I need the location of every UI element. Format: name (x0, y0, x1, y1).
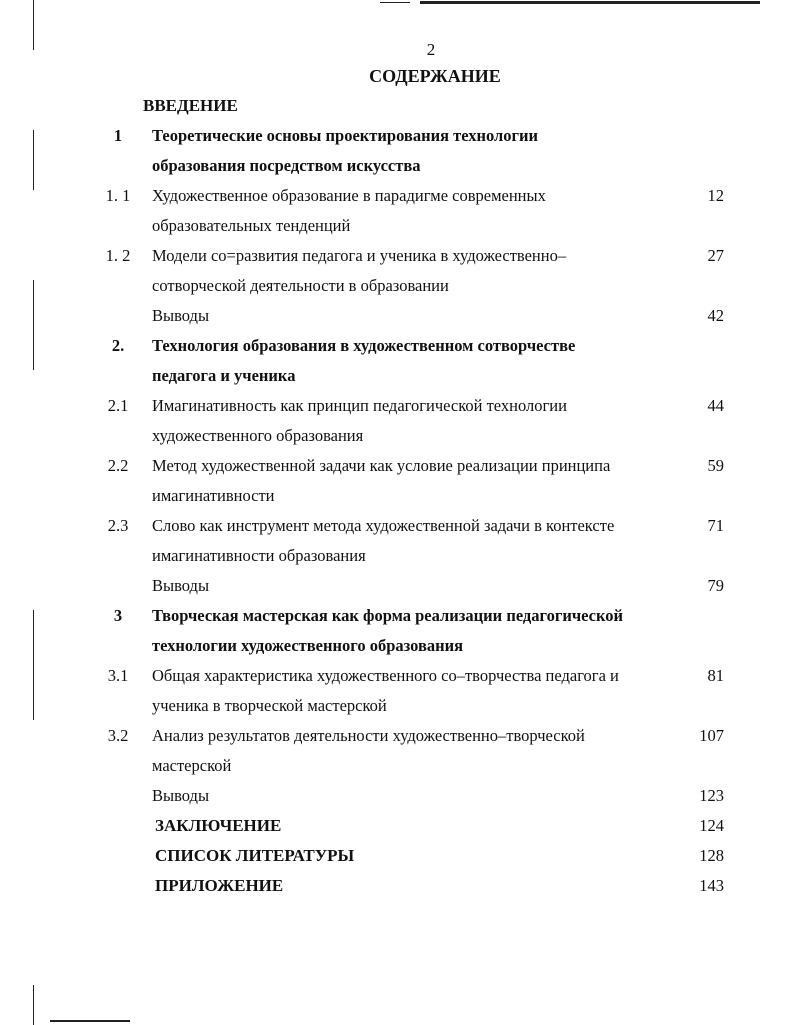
toc-entry-line (0, 691, 794, 721)
toc-entry-line (0, 91, 794, 121)
toc-entry-number: 3.2 (107, 726, 129, 745)
toc-entry-number: 1 (113, 126, 123, 145)
toc-entry-title: образования посредством искусства (152, 156, 421, 175)
toc-entry-title: СПИСОК ЛИТЕРАТУРЫ (155, 846, 355, 865)
toc-entry-title: Художественное образование в парадигме современных (152, 186, 546, 205)
toc-entry-line (0, 631, 794, 661)
toc-entry-page: 124 (699, 816, 724, 835)
toc-entry-title: имагинативности (152, 486, 275, 505)
toc-entry-title: технологии художественного образования (152, 636, 464, 655)
toc-entry-line (0, 751, 794, 781)
toc-entry-title: Выводы (152, 306, 210, 325)
toc-entry-number: 2.3 (107, 516, 129, 535)
page-number: 2 (426, 40, 436, 59)
toc-entry-line (0, 421, 794, 451)
toc-entry-page: 123 (699, 786, 724, 805)
toc-entry-number: 3.1 (107, 666, 129, 685)
toc-entry-title: Выводы (152, 786, 210, 805)
toc-entry-page: 79 (707, 576, 724, 595)
toc-entry-line (0, 601, 794, 631)
toc-entry-page: 59 (707, 456, 724, 475)
toc-entry-line (0, 361, 794, 391)
scan-edge-line-left (33, 985, 34, 1025)
toc-entry-number: 3 (113, 606, 123, 625)
toc-entry-page: 143 (699, 876, 724, 895)
toc-entry-page: 81 (707, 666, 724, 685)
toc-entry-line (0, 541, 794, 571)
toc-entry-title: Творческая мастерская как форма реализации педагогической (152, 606, 624, 625)
toc-entry-title: сотворческой деятельности в образовании (152, 276, 449, 295)
toc-entry-title: образовательных тенденций (152, 216, 351, 235)
scan-edge-line-bottom (50, 1020, 130, 1022)
toc-entry-number: 2.1 (107, 396, 129, 415)
toc-entry-title: художественного образования (152, 426, 364, 445)
toc-entry-page: 27 (707, 246, 724, 265)
toc-entry-page: 42 (707, 306, 724, 325)
toc-title: СОДЕРЖАНИЕ (369, 66, 501, 86)
toc-entry-title: Технология образования в художественном сотворчестве (152, 336, 576, 355)
toc-entry-line (0, 661, 794, 691)
toc-entry-number: 1. 2 (105, 246, 131, 265)
toc-entry-line (0, 511, 794, 541)
toc-entry-title: мастерской (152, 756, 232, 775)
toc-entry-title: Метод художественной задачи как условие реализации принципа (152, 456, 611, 475)
toc-entry-number: 1. 1 (105, 186, 131, 205)
toc-entry-line (0, 301, 794, 331)
toc-entry-title: ПРИЛОЖЕНИЕ (155, 876, 284, 895)
toc-entry-number: 2. (111, 336, 125, 355)
toc-entry-title: имагинативности образования (152, 546, 366, 565)
toc-entry-title: Общая характеристика художественного со–творчества педагога и (152, 666, 619, 685)
toc-entry-title: ВВЕДЕНИЕ (143, 96, 238, 115)
toc-entry-line (0, 121, 794, 151)
toc-entry-line (0, 811, 794, 841)
toc-entry-title: ЗАКЛЮЧЕНИЕ (155, 816, 282, 835)
toc-entry-line (0, 151, 794, 181)
toc-entry-line (0, 481, 794, 511)
toc-entry-line (0, 841, 794, 871)
toc-entry-title: Модели со=развития педагога и ученика в художественно– (152, 246, 567, 265)
toc-entry-line (0, 271, 794, 301)
scan-edge-line-top (420, 1, 760, 4)
toc-entry-title: педагога и ученика (152, 366, 296, 385)
toc-entry-page: 71 (707, 516, 724, 535)
scan-edge-line-top (380, 2, 410, 3)
toc-entry-line (0, 721, 794, 751)
toc-entry-line (0, 451, 794, 481)
toc-entry-page: 107 (699, 726, 724, 745)
toc-entry-title: ученика в творческой мастерской (152, 696, 387, 715)
toc-entry-page: 128 (699, 846, 724, 865)
toc-entry-title: Теоретические основы проектирования технологии (152, 126, 539, 145)
toc-entry-page: 12 (707, 186, 724, 205)
toc-entry-line (0, 781, 794, 811)
toc-entry-title: Выводы (152, 576, 210, 595)
toc-entry-title: Анализ результатов деятельности художественно–творческой (152, 726, 585, 745)
toc-entry-line (0, 331, 794, 361)
toc-entry-page: 44 (707, 396, 724, 415)
toc-entry-line (0, 181, 794, 211)
toc-entry-line (0, 871, 794, 901)
toc-entry-line (0, 241, 794, 271)
table-of-contents (0, 91, 794, 901)
toc-entry-title: Имагинативность как принцип педагогической технологии (152, 396, 567, 415)
toc-entry-number: 2.2 (107, 456, 129, 475)
toc-entry-title: Слово как инструмент метода художественной задачи в контексте (152, 516, 615, 535)
toc-entry-line (0, 211, 794, 241)
toc-entry-line (0, 571, 794, 601)
toc-entry-line (0, 391, 794, 421)
